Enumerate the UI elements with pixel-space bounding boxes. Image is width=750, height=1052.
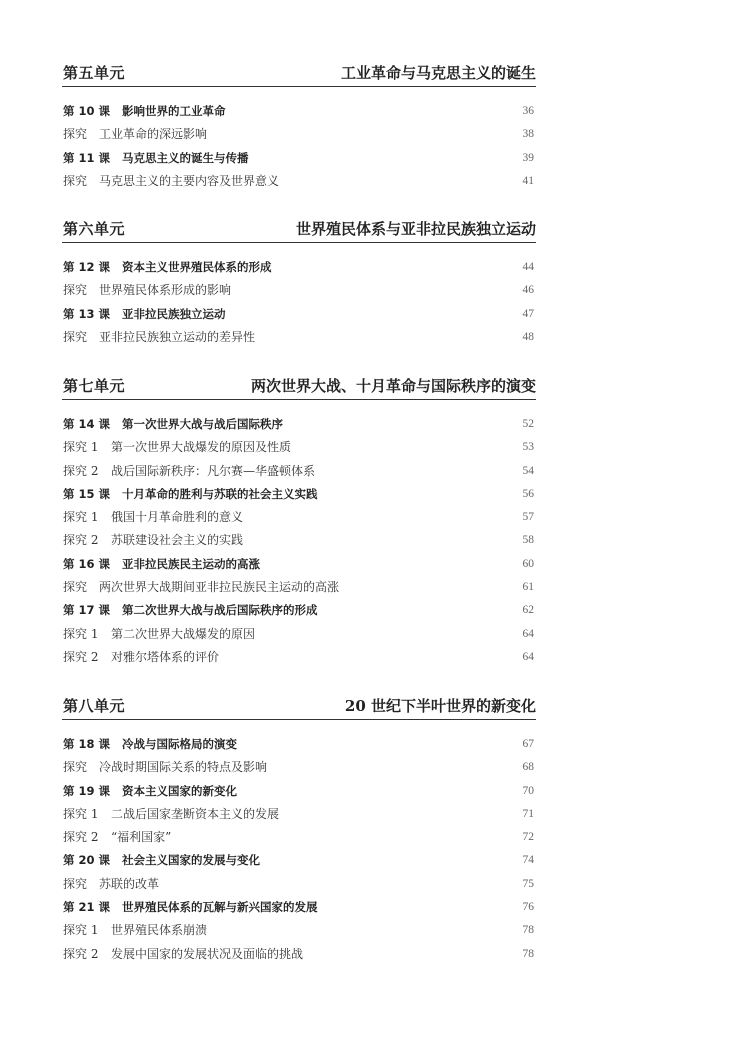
- toc-entry-explore[interactable]: [62, 943, 536, 966]
- toc-entry-lesson[interactable]: [62, 256, 536, 279]
- lesson-number: 第 11 课: [63, 150, 111, 165]
- page-number: 54: [522, 464, 534, 477]
- explore-label: 探究: [63, 283, 88, 298]
- unit-name: 第五单元: [63, 64, 126, 82]
- unit-name: 第七单元: [63, 377, 126, 395]
- unit-title: 工业革命与马克思主义的诞生: [340, 64, 536, 82]
- unit-section: [62, 693, 536, 966]
- page-number: 72: [522, 831, 534, 844]
- entry-title: 第一次世界大战爆发的原因及性质: [111, 440, 292, 455]
- unit-header: [62, 216, 536, 243]
- entry-title: 苏联建设社会主义的实践: [111, 533, 244, 548]
- lesson-number: 第 10 课: [63, 104, 111, 118]
- toc-entry-explore[interactable]: [62, 436, 536, 459]
- page-number: 47: [522, 307, 534, 320]
- explore-label: 探究 2: [63, 830, 99, 845]
- page-number: 57: [522, 511, 534, 524]
- entry-title: 工业革命的深远影响: [99, 127, 208, 142]
- toc-entry-lesson[interactable]: [62, 413, 536, 436]
- entry-title: 资本主义世界殖民体系的形成: [122, 260, 272, 274]
- lesson-number: 第 20 课: [63, 853, 111, 868]
- page-number: 67: [522, 738, 534, 750]
- entry-title: 对雅尔塔体系的评价: [111, 649, 220, 664]
- page-number: 46: [522, 284, 534, 297]
- lesson-number: 第 13 课: [63, 306, 111, 321]
- unit-name: 第六单元: [63, 220, 126, 238]
- page-number: 53: [522, 441, 534, 454]
- lesson-number: 第 15 课: [63, 486, 111, 501]
- entry-list: [62, 413, 536, 669]
- explore-label: 探究 2: [63, 649, 99, 664]
- toc-entry-explore[interactable]: [62, 460, 536, 483]
- toc-entry-explore[interactable]: [62, 576, 536, 599]
- entry-title: 世界殖民体系崩溃: [111, 923, 208, 938]
- page-number: 70: [522, 784, 534, 797]
- entry-title: 马克思主义的主要内容及世界意义: [99, 173, 280, 188]
- entry-title: 俄国十月革命胜利的意义: [111, 510, 244, 525]
- lesson-number: 第 12 课: [63, 260, 111, 274]
- entry-title: 十月革命的胜利与苏联的社会主义实践: [122, 486, 318, 501]
- toc-entry-lesson[interactable]: [62, 780, 536, 803]
- page-number: 41: [522, 174, 534, 187]
- unit-title: 20 世纪下半叶世界的新变化: [344, 697, 536, 715]
- entry-title: 战后国际新秩序：凡尔赛—华盛顿体系: [111, 463, 316, 478]
- toc-entry-explore[interactable]: [62, 279, 536, 302]
- entry-title: 第一次世界大战与战后国际秩序: [122, 417, 283, 431]
- page-number: 38: [522, 128, 534, 141]
- toc-entry-explore[interactable]: [62, 623, 536, 646]
- lesson-number: 第 21 课: [63, 900, 111, 915]
- toc-entry-lesson[interactable]: [62, 553, 536, 576]
- entry-title: “福利国家”: [111, 830, 172, 845]
- entry-title: 亚非拉民族独立运动: [122, 306, 226, 321]
- explore-label: 探究 2: [63, 533, 99, 548]
- explore-label: 探究: [63, 760, 88, 775]
- explore-label: 探究 1: [63, 510, 99, 525]
- page-number: 61: [522, 581, 534, 594]
- page-number: 78: [522, 947, 534, 960]
- page-number: 48: [522, 330, 534, 343]
- explore-label: 探究 1: [63, 923, 99, 938]
- unit-section: [62, 60, 536, 193]
- explore-label: 探究: [63, 127, 88, 142]
- unit-title: 世界殖民体系与亚非拉民族独立运动: [295, 220, 536, 238]
- lesson-number: 第 16 课: [63, 556, 111, 571]
- toc-entry-explore[interactable]: [62, 646, 536, 669]
- page-number: 68: [522, 761, 534, 774]
- lesson-number: 第 17 课: [63, 603, 111, 618]
- explore-label: 探究 1: [63, 806, 99, 821]
- toc-entry-explore[interactable]: [62, 123, 536, 146]
- entry-title: 第二次世界大战与战后国际秩序的形成: [122, 603, 318, 618]
- entry-title: 亚非拉民族独立运动的差异性: [99, 329, 256, 344]
- toc-entry-lesson[interactable]: [62, 896, 536, 919]
- toc-entry-explore[interactable]: [62, 506, 536, 529]
- explore-label: 探究 2: [63, 463, 99, 478]
- entry-title: 二战后国家垄断资本主义的发展: [111, 806, 280, 821]
- page-number: 52: [522, 418, 534, 430]
- entry-title: 马克思主义的诞生与传播: [122, 150, 249, 165]
- lesson-number: 第 19 课: [63, 783, 111, 798]
- entry-title: 世界殖民体系形成的影响: [99, 283, 232, 298]
- entry-title: 发展中国家的发展状况及面临的挑战: [111, 946, 304, 961]
- entry-title: 第二次世界大战爆发的原因: [111, 626, 256, 641]
- explore-label: 探究 2: [63, 946, 99, 961]
- entry-title: 影响世界的工业革命: [122, 104, 226, 118]
- entry-title: 苏联的改革: [99, 876, 160, 891]
- toc-entry-lesson[interactable]: [62, 483, 536, 506]
- entry-title: 世界殖民体系的瓦解与新兴国家的发展: [122, 900, 318, 915]
- page-number: 56: [522, 487, 534, 500]
- page-number: 64: [522, 627, 534, 640]
- explore-label: 探究: [63, 173, 88, 188]
- unit-header: [62, 373, 536, 400]
- toc-entry-lesson[interactable]: [62, 303, 536, 326]
- entry-title: 资本主义国家的新变化: [122, 783, 237, 798]
- unit-header: [62, 60, 536, 87]
- toc-entry-explore[interactable]: [62, 826, 536, 849]
- entry-title: 两次世界大战期间亚非拉民族民主运动的高涨: [99, 580, 340, 595]
- explore-label: 探究 1: [63, 626, 99, 641]
- lesson-number: 第 14 课: [63, 417, 111, 431]
- unit-section: [62, 373, 536, 669]
- toc-entry-explore[interactable]: [62, 756, 536, 779]
- entry-title: 亚非拉民族民主运动的高涨: [122, 556, 260, 571]
- page-number: 64: [522, 650, 534, 663]
- entry-title: 冷战时期国际关系的特点及影响: [99, 760, 268, 775]
- page-number: 78: [522, 924, 534, 937]
- page-number: 71: [522, 807, 534, 820]
- page-number: 76: [522, 901, 534, 914]
- toc-entry-explore[interactable]: [62, 873, 536, 896]
- page-number: 75: [522, 877, 534, 890]
- toc-entry-lesson[interactable]: [62, 599, 536, 622]
- entry-title: 冷战与国际格局的演变: [122, 737, 237, 751]
- toc-entry-explore[interactable]: [62, 326, 536, 349]
- toc-entry-explore[interactable]: [62, 529, 536, 552]
- explore-label: 探究: [63, 329, 88, 344]
- explore-label: 探究: [63, 580, 88, 595]
- toc-entry-lesson[interactable]: [62, 100, 536, 123]
- lesson-number: 第 18 课: [63, 737, 111, 751]
- entry-list: [62, 100, 536, 193]
- toc-entry-explore[interactable]: [62, 919, 536, 942]
- unit-section: [62, 216, 536, 349]
- page-number: 39: [522, 151, 534, 164]
- toc-entry-explore[interactable]: [62, 803, 536, 826]
- page-number: 60: [522, 557, 534, 570]
- page-number: 62: [522, 604, 534, 617]
- toc-entry-lesson[interactable]: [62, 147, 536, 170]
- page-number: 44: [522, 261, 534, 273]
- entry-title: 社会主义国家的发展与变化: [122, 853, 260, 868]
- entry-list: [62, 733, 536, 966]
- toc-entry-lesson[interactable]: [62, 849, 536, 872]
- explore-label: 探究 1: [63, 440, 99, 455]
- unit-header: [62, 693, 536, 720]
- page-number: 36: [522, 105, 534, 117]
- entry-list: [62, 256, 536, 349]
- unit-name: 第八单元: [63, 697, 126, 715]
- toc-entry-explore[interactable]: [62, 170, 536, 193]
- page-number: 58: [522, 534, 534, 547]
- toc-entry-lesson[interactable]: [62, 733, 536, 756]
- explore-label: 探究: [63, 876, 88, 891]
- page-number: 74: [522, 854, 534, 867]
- unit-title: 两次世界大战、十月革命与国际秩序的演变: [250, 377, 536, 395]
